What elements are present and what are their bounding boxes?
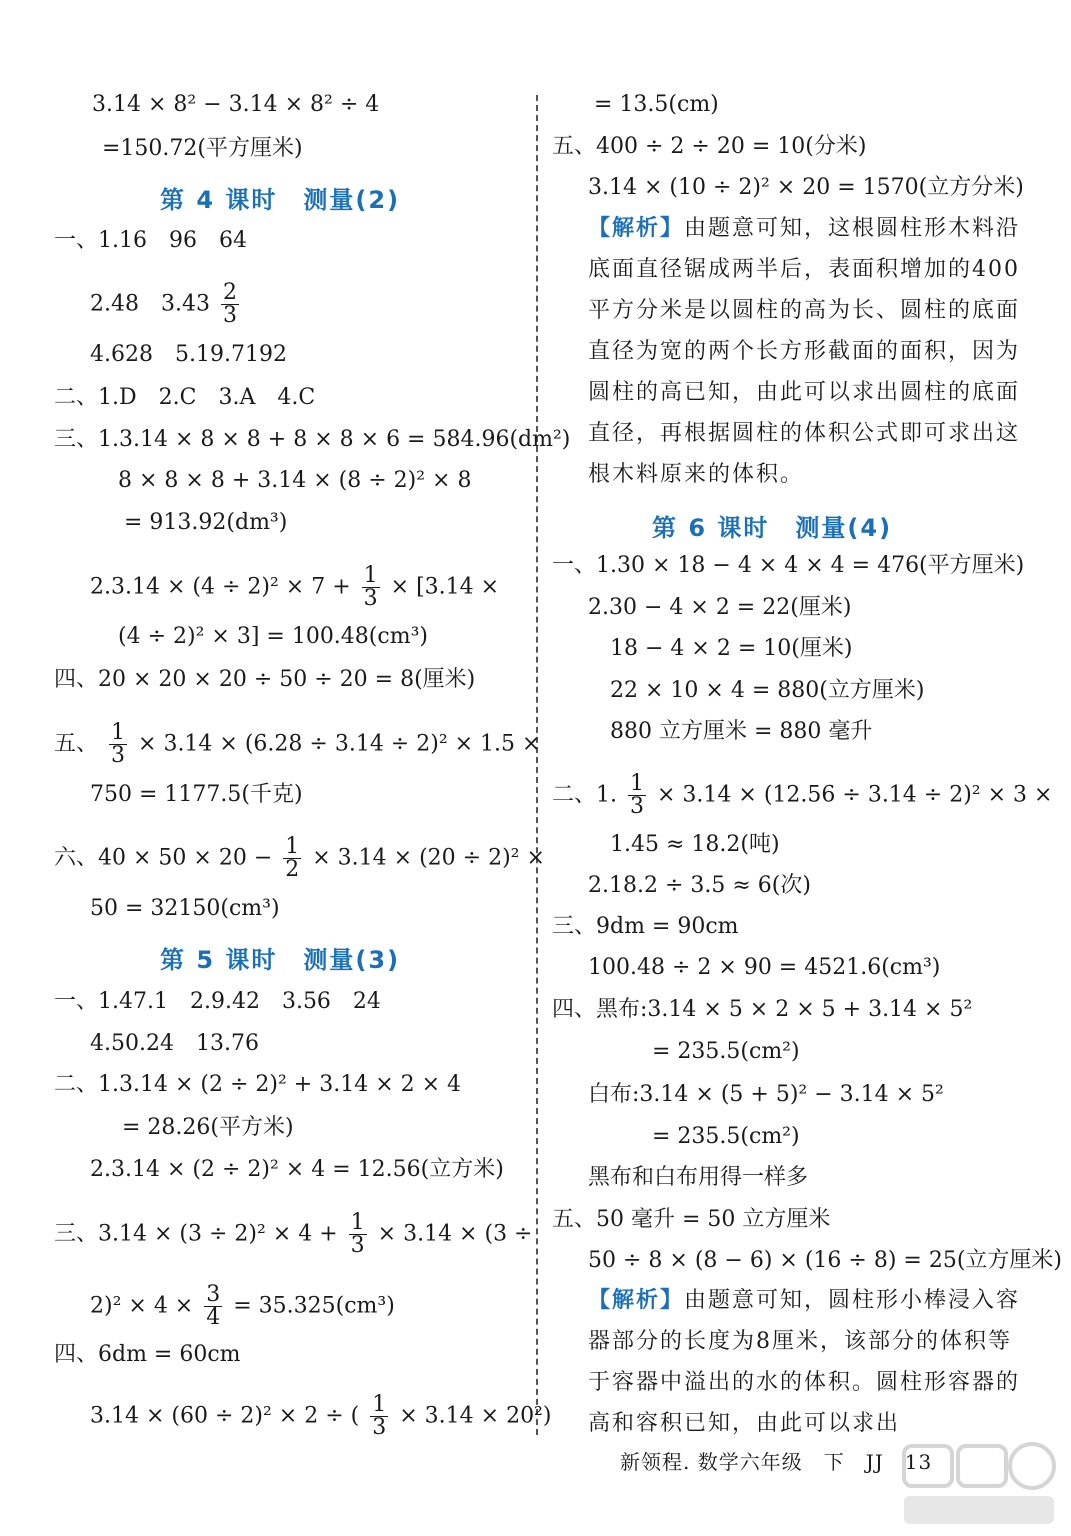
answer-line: 三、1.3.14 × 8 × 8 + 8 × 8 × 6 = 584.96(dm²) bbox=[54, 427, 571, 452]
answer-line: 白布:3.14 × (5 + 5)² − 3.14 × 5² bbox=[588, 1082, 944, 1107]
fraction: $\frac{2}{3}$ bbox=[222, 280, 237, 328]
answer-line: 三、9dm = 90cm bbox=[552, 914, 739, 939]
answer-line: 一、1.47.1 2.9.42 3.56 24 bbox=[54, 989, 381, 1014]
answer-line: 2.3.14 × (2 ÷ 2)² × 4 = 12.56(立方米) bbox=[90, 1157, 504, 1182]
answer-line: 4.628 5.19.7192 bbox=[90, 342, 287, 367]
answer-line: 4.50.24 13.76 bbox=[90, 1031, 259, 1056]
answer-line: 四、20 × 20 × 20 ÷ 50 ÷ 20 = 8(厘米) bbox=[54, 667, 476, 692]
answer-line: 1.45 ≈ 18.2(吨) bbox=[610, 832, 780, 857]
answer-line: = 235.5(cm²) bbox=[652, 1039, 800, 1064]
answer-line: 8 × 8 × 8 + 3.14 × (8 ÷ 2)² × 8 bbox=[118, 468, 472, 493]
answer-line: 五、50 毫升 = 50 立方厘米 bbox=[552, 1207, 831, 1232]
answer-line: = 28.26(平方米) bbox=[122, 1115, 294, 1140]
answer-line: 四、6dm = 60cm bbox=[54, 1342, 241, 1367]
answer-line: 五、 $\frac{1}{3}$ × 3.14 × (6.28 ÷ 3.14 ÷ 2)² × 1.5 × bbox=[54, 720, 541, 768]
answer-line: 二、1.D 2.C 3.A 4.C bbox=[54, 385, 316, 410]
fraction: $\frac{1}{3}$ bbox=[630, 771, 644, 819]
fraction: $\frac{1}{3}$ bbox=[350, 1210, 365, 1258]
answer-line: 100.48 ÷ 2 × 90 = 4521.6(cm³) bbox=[588, 955, 941, 980]
answer-line: 22 × 10 × 4 = 880(立方厘米) bbox=[610, 678, 925, 703]
analysis-label: 【解析】 bbox=[588, 1287, 685, 1313]
analysis-label: 【解析】 bbox=[588, 215, 685, 241]
fraction: $\frac{1}{3}$ bbox=[363, 563, 378, 611]
answer-line: 50 ÷ 8 × (8 − 6) × (16 ÷ 8) = 25(立方厘米) bbox=[588, 1248, 1062, 1273]
answer-line: 2.48 3.43 $\frac{2}{3}$ bbox=[90, 280, 237, 328]
answer-line: 五、400 ÷ 2 ÷ 20 = 10(分米) bbox=[552, 134, 867, 159]
answer-line: 18 − 4 × 2 = 10(厘米) bbox=[610, 636, 853, 661]
fraction: $\frac{1}{3}$ bbox=[372, 1392, 387, 1440]
answer-line: 二、1. $\frac{1}{3}$ × 3.14 × (12.56 ÷ 3.14 ÷ 2)² × 3 × bbox=[552, 771, 1053, 819]
answer-line: 六、40 × 50 × 20 − $\frac{1}{2}$ × 3.14 × (20 ÷ 2)² × bbox=[54, 834, 545, 882]
answer-line: 2.30 − 4 × 2 = 22(厘米) bbox=[588, 595, 852, 620]
answer-line: 3.14 × (60 ÷ 2)² × 2 ÷ ( $\frac{1}{3}$ × 3.14 × 20²) bbox=[90, 1392, 552, 1440]
answer-line: = 913.92(dm³) bbox=[124, 510, 288, 535]
answer-line: 二、1.3.14 × (2 ÷ 2)² + 3.14 × 2 × 4 bbox=[54, 1072, 462, 1097]
fraction: $\frac{3}{4}$ bbox=[206, 1282, 221, 1330]
section-heading: 第 5 课时 测量(3) bbox=[160, 946, 401, 974]
analysis-paragraph: 【解析】由题意可知，圆柱形小棒浸入容器部分的长度为8厘米，该部分的体积等于容器中溢出的水的体积。圆柱形容器的高和容积已知，由此可以求出 bbox=[588, 1287, 1021, 1436]
answer-line: 750 = 1177.5(千克) bbox=[90, 782, 303, 807]
answer-line: 50 = 32150(cm³) bbox=[90, 896, 280, 921]
column-divider bbox=[536, 95, 538, 1435]
answer-line: 3.14 × 8² − 3.14 × 8² ÷ 4 bbox=[92, 92, 380, 117]
answer-line: 三、3.14 × (3 ÷ 2)² × 4 + $\frac{1}{3}$ × 3.14 × (3 ÷ bbox=[54, 1210, 533, 1258]
answer-line: = 235.5(cm²) bbox=[652, 1124, 800, 1149]
answer-line: =150.72(平方厘米) bbox=[102, 136, 303, 161]
answer-line: 一、1.30 × 18 − 4 × 4 × 4 = 476(平方厘米) bbox=[552, 553, 1025, 578]
watermark-logo-icon bbox=[900, 1440, 1060, 1530]
section-heading: 第 6 课时 测量(4) bbox=[652, 514, 893, 542]
answer-line: 880 立方厘米 = 880 毫升 bbox=[610, 719, 873, 744]
answer-line: = 13.5(cm) bbox=[594, 92, 719, 117]
answer-line: 2.18.2 ÷ 3.5 ≈ 6(次) bbox=[588, 873, 811, 898]
answer-line: 黑布和白布用得一样多 bbox=[588, 1165, 809, 1190]
analysis-paragraph: 【解析】由题意可知，这根圆柱形木料沿底面直径锯成两半后，表面积增加的400平方分米是以圆柱的高为长、圆柱的底面直径为宽的两个长方形截面的面积，因为圆柱的高已知，由此可以求出圆柱的底面直径，再根据圆柱的体积公式即可求出这根木料原来的体积。 bbox=[588, 215, 1021, 487]
answer-line: (4 ÷ 2)² × 3] = 100.48(cm³) bbox=[118, 624, 428, 649]
answer-line: 2.3.14 × (4 ÷ 2)² × 7 + $\frac{1}{3}$ × [3.14 × bbox=[90, 563, 500, 611]
fraction: $\frac{1}{3}$ bbox=[111, 720, 126, 768]
answer-line: 四、黑布:3.14 × 5 × 2 × 5 + 3.14 × 5² bbox=[552, 997, 973, 1022]
fraction: $\frac{1}{2}$ bbox=[285, 834, 300, 882]
answer-line: 2)² × 4 × $\frac{3}{4}$ = 35.325(cm³) bbox=[90, 1282, 395, 1330]
answer-line: 一、1.16 96 64 bbox=[54, 228, 247, 253]
page-footer: 新领程. 数学六年级 下 JJ 13 bbox=[620, 1450, 933, 1474]
answer-line: 3.14 × (10 ÷ 2)² × 20 = 1570(立方分米) bbox=[588, 175, 1024, 200]
section-heading: 第 4 课时 测量(2) bbox=[160, 186, 401, 214]
